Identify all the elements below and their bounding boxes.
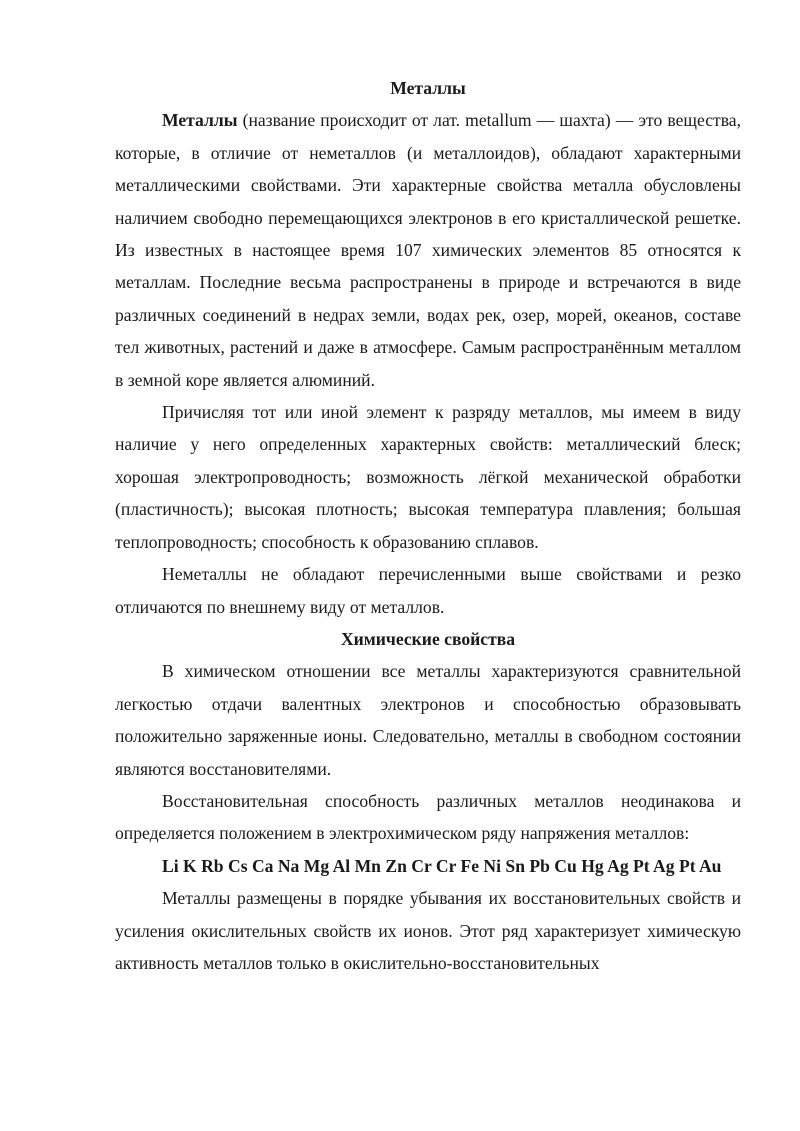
order-paragraph: Металлы размещены в порядке убывания их восстановительных свойств и усиления окислительных свойств их ионов. Этот ряд характеризует химическую активность металлов только в окислительно-восстановительных [115, 888, 741, 973]
electrochemical-series: Li K Rb Cs Ca Na Mg Al Mn Zn Cr Cr Fe Ni Sn Pb Cu Hg Ag Pt Ag Pt Au [162, 855, 722, 876]
intro-text: (название происходит от лат. metallum — шахта) — это вещества, которые, в отличие от неметаллов (и металлоидов), обладают характерными металлическими свойствами. Эти характерные свойства металла обусловлены наличием свободно перемещающихся электронов в его кристаллической решетке. Из известных в настоящее время 107 химических элементов 85 относятся к металлам. Последние весьма распространены в природе и встречаются в виде различных соединений в недрах земли, водах рек, озер, морей, океанов, составе тел животных, растений и даже в атмосфере. Самым распространённым металлом в земной коре является алюминий. [115, 110, 741, 390]
chemical-paragraph: В химическом отношении все металлы характеризуются сравнительной легкостью отдачи валентных электронов и способностью образовывать положительно заряженные ионы. Следовательно, металлы в свободном состоянии являются восстановителями. [115, 661, 741, 779]
properties-paragraph: Причисляя тот или иной элемент к разряду металлов, мы имеем в виду наличие у него определенных характерных свойств: металлический блеск; хорошая электропроводность; возможность лёгкой механической обработки (пластичность); высокая плотность; высокая температура плавления; большая теплопроводность; способность к образованию сплавов. [115, 402, 741, 552]
nonmetals-paragraph: Неметаллы не обладают перечисленными выше свойствами и резко отличаются по внешнему виду от металлов. [115, 564, 741, 617]
section-title-chemical-properties: Химические свойства [340, 628, 516, 649]
intro-paragraph [115, 104, 741, 396]
intro-lead-term: Металлы [162, 110, 238, 131]
document-body [115, 72, 741, 979]
document-title: Металлы [390, 78, 466, 98]
reducing-ability-paragraph: Восстановительная способность различных металлов неодинакова и определяется положением в электрохимическом ряду напряжения металлов: [115, 790, 741, 844]
